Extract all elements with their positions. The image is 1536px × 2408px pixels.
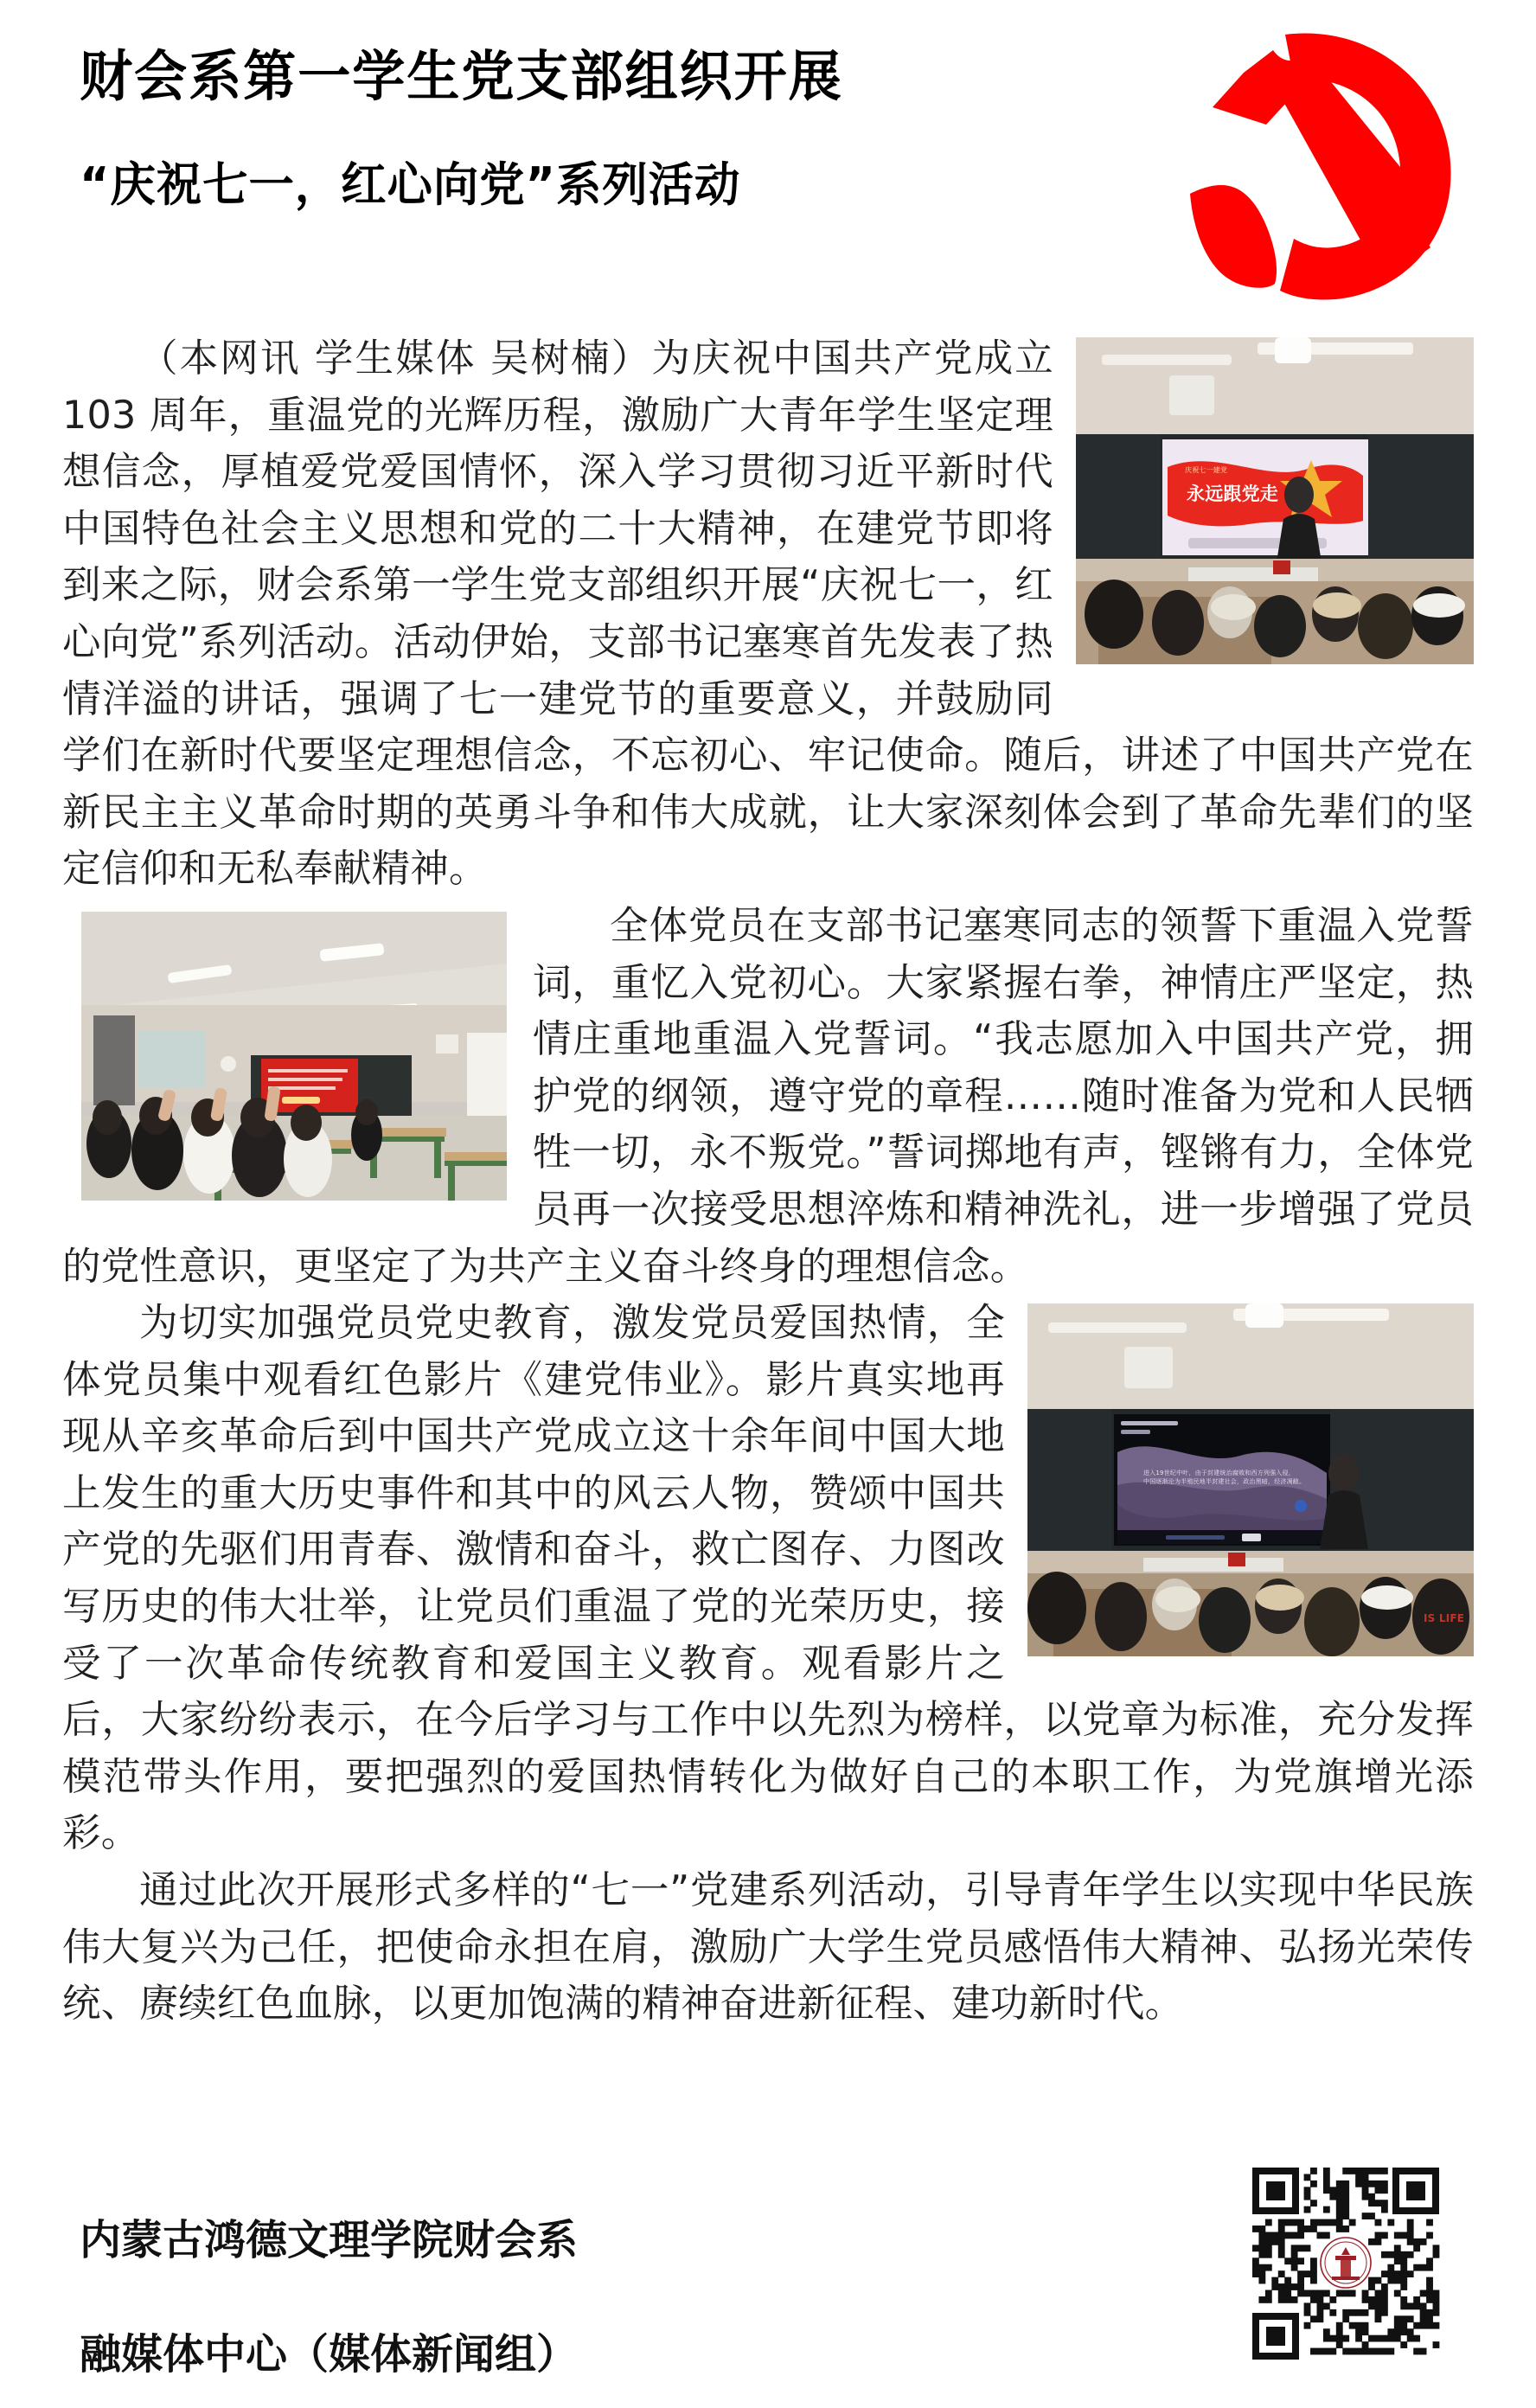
- paragraph-film: 为切实加强党员党史教育，激发党员爱国热情，全体党员集中观看红色影片《建党伟业》。影片真实地再现从辛亥革命后到中国共产党成立这十余年间中国大地上发生的重大历史事件和其中的风云人物，赞颂中国共产党的先驱们用青春、激情和奋斗，救亡图存、力图改写历史的伟大壮举，让党员们重温了党的光荣历史，接受了一次革命传统教育和爱国主义教育。观看影片之后，大家纷纷表示，在今后学习与工作中以先烈为榜样，以党章为标准，充分发挥模范带头作用，要把强烈的爱国热情转化为做好自己的本职工作，为党旗增光添彩。: [62, 1301, 1474, 1856]
- svg-text:进入19世纪中叶，由于封建统治腐败和西方列强入侵，: 进入19世纪中叶，由于封建统治腐败和西方列强入侵，: [1143, 1470, 1295, 1477]
- footer-department: 融媒体中心（媒体新闻组）: [80, 2330, 579, 2379]
- cpc-party-emblem-icon: [1183, 16, 1477, 301]
- svg-text:永远跟党走: 永远跟党走: [1187, 484, 1278, 504]
- photo-oath: [81, 912, 507, 1201]
- page-subtitle: “庆祝七一，红心向党”系列活动: [80, 157, 741, 213]
- title-block: [80, 45, 1178, 214]
- photo-speech: [1076, 337, 1474, 664]
- svg-text:庆祝七一建党: 庆祝七一建党: [1185, 466, 1228, 474]
- footer-organization: 内蒙古鸿德文理学院财会系: [80, 2216, 579, 2264]
- svg-text:中国逐渐沦为半殖民地半封建社会，政治黑暗，经济凋敝。: 中国逐渐沦为半殖民地半封建社会，政治黑暗，经济凋敝。: [1143, 1478, 1306, 1486]
- paragraph-intro: （本网讯 学生媒体 吴树楠）为庆祝中国共产党成立 103 周年，重温党的光辉历程，激励广大青年学生坚定理想信念，厚植爱党爱国情怀，深入学习贯彻习近平新时代中国特色社会主义思想和党的二十大精神，在建党节即将到来之际，财会系第一学生党支部组织开展“庆祝七一，红心向党”系列活动。活动伊始，支部书记塞寒首先发表了热情洋溢的讲话，强调了七一建党节的重要意义，并鼓励同学们在新时代要坚定理想信念，不忘初心、牢记使命。随后，讲述了中国共产党在新民主主义革命时期的英勇斗争和伟大成就，让大家深刻体会到了革命先辈们的坚定信仰和无私奉献精神。: [62, 336, 1474, 892]
- article-body: [62, 330, 1474, 2033]
- paragraph-conclusion: 通过此次开展形式多样的“七一”党建系列活动，引导青年学生以实现中华民族伟大复兴为己任，把使命永担在肩，激励广大学生党员感悟伟大精神、弘扬光荣传统、赓续红色血脉，以更加饱满的精神奋进新征程、建功新时代。: [62, 1868, 1474, 2027]
- paragraph-oath: 全体党员在支部书记塞寒同志的领誓下重温入党誓词，重忆入党初心。大家紧握右拳，神情庄严坚定，热情庄重地重温入党誓词。“我志愿加入中国共产党，拥护党的纲领，遵守党的章程……随时准备为党和人民牺牲一切，永不叛党。”誓词掷地有声，铿锵有力，全体党员再一次接受思想淬炼和精神洗礼，进一步增强了党员的党性意识，更坚定了为共产主义奋斗终身的理想信念。: [62, 903, 1474, 1289]
- qr-code[interactable]: [1245, 2159, 1446, 2370]
- document-header: [0, 0, 1536, 329]
- document-footer: [80, 2214, 1031, 2380]
- page-title: 财会系第一学生党支部组织开展: [80, 45, 843, 108]
- svg-text:IS LIFE: IS LIFE: [1424, 1612, 1465, 1625]
- photo-film: [1027, 1303, 1474, 1656]
